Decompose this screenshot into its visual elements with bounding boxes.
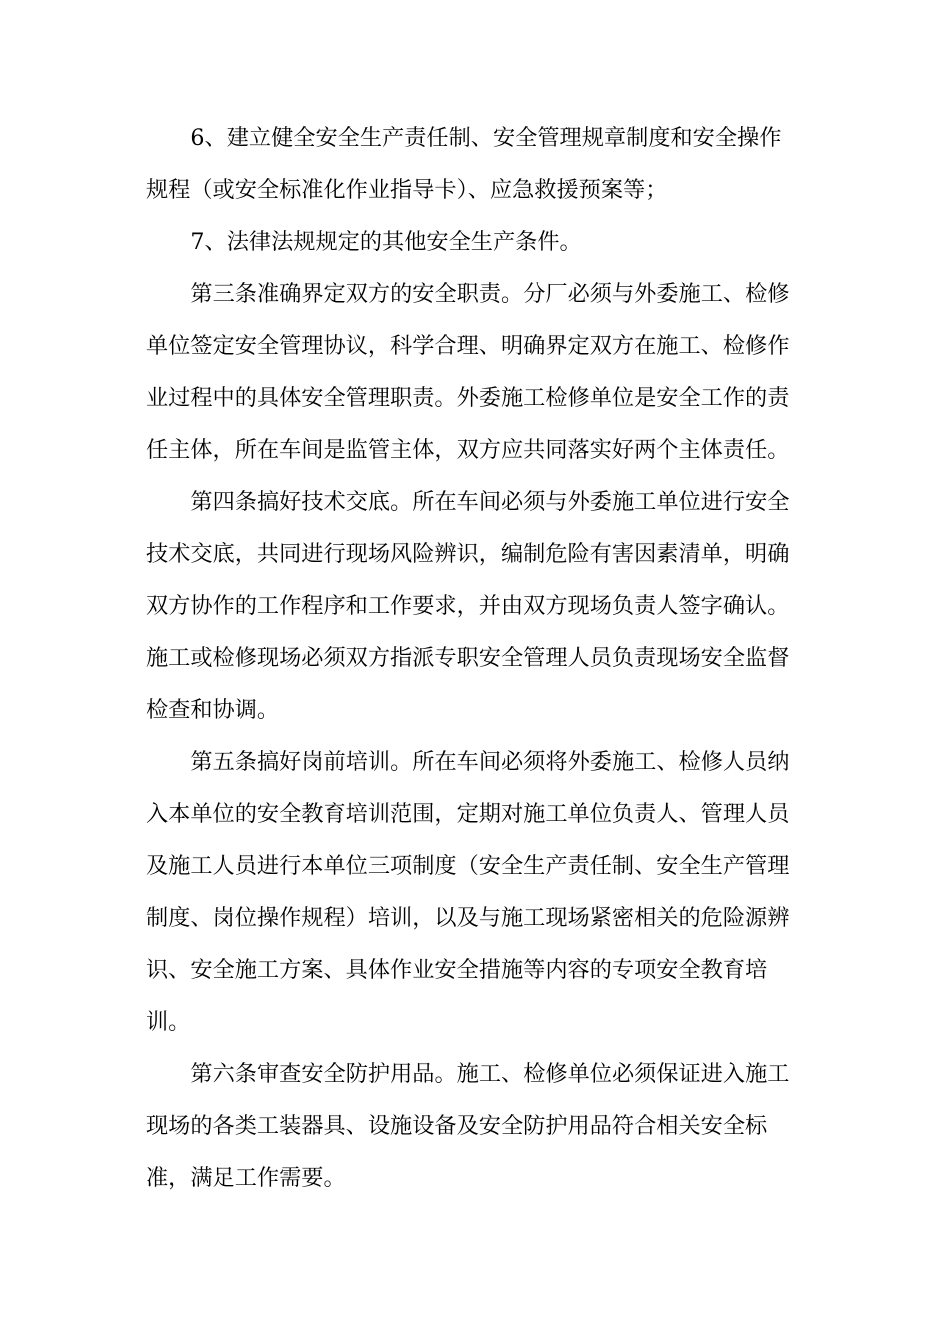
paragraph-article-6 — [146, 1048, 806, 1204]
text-line: 及施工人员进行本单位三项制度（安全生产责任制、安全生产管理 — [146, 853, 790, 879]
text-line: 第六条审查安全防护用品。施工、检修单位必须保证进入施工 — [190, 1061, 790, 1087]
text-line: 现场的各类工装器具、设施设备及安全防护用品符合相关安全标 — [146, 1113, 768, 1139]
paragraph-item-6 — [146, 112, 806, 216]
paragraph-item-7 — [146, 216, 806, 268]
text-line: 检查和协调。 — [146, 697, 280, 723]
paragraph-article-5 — [146, 736, 806, 1048]
text-line: 单位签定安全管理协议，科学合理、明确界定双方在施工、检修作 — [146, 333, 790, 359]
text-line: 第五条搞好岗前培训。所在车间必须将外委施工、检修人员纳 — [190, 749, 790, 775]
text-line: 7、法律法规规定的其他安全生产条件。 — [190, 229, 582, 255]
text-line: 第四条搞好技术交底。所在车间必须与外委施工单位进行安全 — [190, 489, 790, 515]
text-line: 入本单位的安全教育培训范围，定期对施工单位负责人、管理人员 — [146, 801, 790, 827]
text-line: 准，满足工作需要。 — [146, 1165, 346, 1191]
text-line: 6、建立健全安全生产责任制、安全管理规章制度和安全操作 — [190, 125, 782, 151]
text-line: 训。 — [146, 1009, 191, 1035]
document-body — [146, 112, 806, 1204]
paragraph-article-4 — [146, 476, 806, 736]
text-line: 识、安全施工方案、具体作业安全措施等内容的专项安全教育培 — [146, 957, 768, 983]
text-line: 制度、岗位操作规程）培训，以及与施工现场紧密相关的危险源辨 — [146, 905, 790, 931]
text-line: 技术交底，共同进行现场风险辨识，编制危险有害因素清单，明确 — [146, 541, 790, 567]
text-line: 规程（或安全标准化作业指导卡）、应急救援预案等； — [146, 177, 668, 203]
text-line: 第三条准确界定双方的安全职责。分厂必须与外委施工、检修 — [190, 281, 790, 307]
text-line: 施工或检修现场必须双方指派专职安全管理人员负责现场安全监督 — [146, 645, 790, 671]
text-line: 任主体，所在车间是监管主体，双方应共同落实好两个主体责任。 — [146, 437, 790, 463]
paragraph-article-3 — [146, 268, 806, 476]
text-line: 双方协作的工作程序和工作要求，并由双方现场负责人签字确认。 — [146, 593, 790, 619]
text-line: 业过程中的具体安全管理职责。外委施工检修单位是安全工作的责 — [146, 385, 790, 411]
